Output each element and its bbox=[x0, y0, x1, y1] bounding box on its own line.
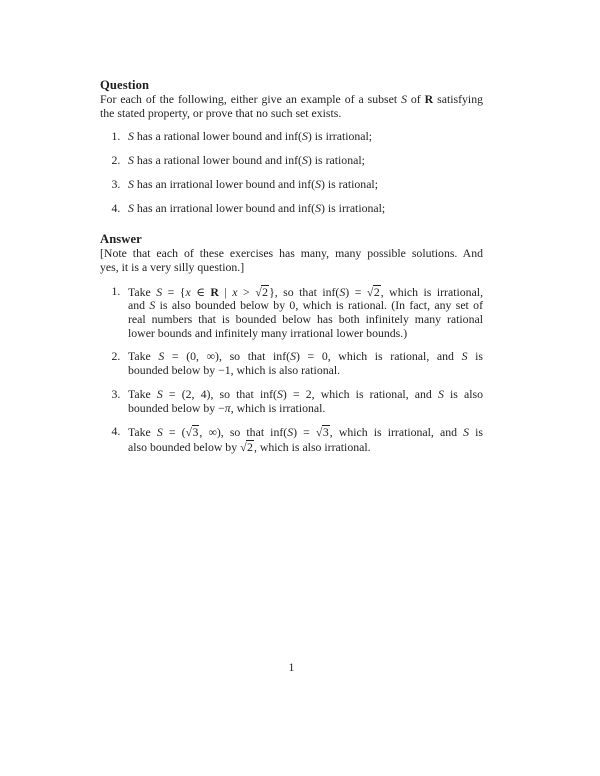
sqrt-expression bbox=[316, 425, 330, 439]
math-variable: S bbox=[128, 129, 134, 144]
list-item bbox=[111, 283, 484, 341]
math-variable: S bbox=[315, 176, 321, 191]
radicand: 2 bbox=[373, 284, 380, 299]
sqrt-expression bbox=[367, 285, 381, 299]
item-number-label: 1. bbox=[111, 129, 121, 144]
text-run: ) is irrational; bbox=[320, 200, 386, 215]
item-number-label: 3. bbox=[111, 176, 121, 191]
text-run: = (0, ∞), so that inf( bbox=[164, 349, 291, 364]
math-variable: S bbox=[158, 349, 165, 364]
text-run: has a rational lower bound and inf( bbox=[133, 153, 302, 168]
sqrt-expression bbox=[186, 425, 200, 439]
math-variable: S bbox=[301, 153, 308, 168]
text-run: ) = bbox=[293, 425, 316, 440]
text-run: is bbox=[467, 349, 483, 364]
list-item bbox=[111, 349, 483, 378]
text-run: ) = 0, which is rational, and bbox=[295, 349, 462, 364]
radical-sign-icon: √ bbox=[240, 439, 247, 454]
text-run: is also bounded below by 0, which is rational. (In fact, any set of bbox=[155, 298, 483, 313]
math-variable: S bbox=[128, 200, 134, 215]
document-content bbox=[100, 78, 483, 455]
item-number-label: 2. bbox=[111, 153, 121, 168]
math-variable: S bbox=[287, 425, 294, 440]
item-text bbox=[128, 350, 483, 377]
text-line bbox=[128, 313, 483, 327]
text-run: ∈ bbox=[190, 284, 211, 299]
text-run: Take bbox=[128, 386, 157, 401]
text-run: bounded below by −1, which is also rational. bbox=[128, 363, 341, 378]
math-variable: S bbox=[156, 425, 163, 440]
text-run: = { bbox=[162, 284, 186, 299]
text-line bbox=[100, 107, 483, 121]
text-line bbox=[128, 130, 483, 144]
math-variable: S bbox=[315, 200, 321, 215]
answer-list bbox=[100, 285, 483, 455]
text-line bbox=[128, 299, 483, 313]
math-variable: S bbox=[461, 349, 468, 364]
text-run: = ( bbox=[162, 425, 186, 440]
list-item bbox=[111, 200, 483, 216]
radical-sign-icon: √ bbox=[185, 425, 192, 440]
math-variable: S bbox=[339, 284, 346, 299]
text-run: Take bbox=[128, 349, 159, 364]
text-run: ) is rational; bbox=[307, 153, 365, 168]
text-run: [Note that each of these exercises has many, many possible solutions. And bbox=[100, 246, 483, 261]
text-run: has a rational lower bound and inf( bbox=[133, 129, 302, 144]
text-run: bounded below by − bbox=[128, 400, 225, 415]
text-line bbox=[128, 285, 483, 300]
math-bold-symbol: R bbox=[424, 92, 434, 106]
text-run: , ∞), so that inf( bbox=[199, 425, 288, 440]
text-line bbox=[128, 350, 483, 364]
text-run: satisfying bbox=[433, 92, 484, 106]
radicand: 2 bbox=[262, 284, 269, 299]
text-line bbox=[128, 364, 483, 378]
math-variable: x bbox=[232, 284, 238, 299]
text-line bbox=[100, 93, 483, 107]
text-line bbox=[128, 402, 483, 416]
text-run: }, so that inf( bbox=[269, 284, 340, 299]
text-run: the stated property, or prove that no such set exists. bbox=[100, 105, 342, 120]
math-variable: S bbox=[156, 386, 163, 401]
sqrt-expression bbox=[240, 440, 254, 454]
text-run: lower bounds and infinitely many irrational lower bounds.) bbox=[128, 325, 408, 340]
question-intro-paragraph bbox=[100, 93, 483, 120]
list-item bbox=[111, 176, 483, 192]
list-item bbox=[111, 424, 483, 454]
text-run: of bbox=[406, 92, 425, 106]
text-run: , which is irrational, and bbox=[329, 425, 464, 440]
math-variable: S bbox=[463, 425, 470, 440]
radical-sign-icon: √ bbox=[315, 425, 323, 440]
text-line bbox=[128, 388, 483, 402]
answer-note-paragraph bbox=[100, 247, 483, 274]
text-run: = (2, 4), so that inf( bbox=[162, 386, 277, 401]
item-text bbox=[128, 202, 483, 216]
text-line bbox=[128, 178, 483, 192]
math-variable: x bbox=[185, 284, 191, 299]
item-text bbox=[128, 178, 483, 192]
text-run: Take bbox=[128, 425, 157, 440]
text-line bbox=[100, 247, 483, 261]
text-run: For each of the following, either give an example of a subset bbox=[100, 92, 402, 106]
text-run: ) = 2, which is rational, and bbox=[282, 386, 438, 401]
math-variable: S bbox=[290, 349, 296, 364]
page-number: 1 bbox=[288, 660, 295, 674]
item-text bbox=[128, 388, 483, 415]
text-line bbox=[100, 261, 483, 275]
text-run: and bbox=[128, 298, 150, 313]
radicand: 2 bbox=[247, 439, 253, 454]
math-variable: S bbox=[437, 386, 444, 401]
text-run: , which is irrational, bbox=[380, 284, 484, 299]
math-variable: S bbox=[301, 129, 308, 144]
answer-heading: Answer bbox=[100, 232, 142, 247]
radicand: 3 bbox=[192, 425, 199, 440]
question-heading: Question bbox=[100, 78, 150, 92]
item-number-label: 2. bbox=[111, 349, 121, 364]
text-run: has an irrational lower bound and inf( bbox=[133, 200, 316, 215]
radicand: 3 bbox=[322, 425, 329, 440]
math-variable: S bbox=[277, 386, 283, 401]
radical-sign-icon: √ bbox=[255, 284, 262, 299]
item-number-label: 4. bbox=[111, 424, 121, 439]
question-list bbox=[100, 130, 483, 215]
text-run: , which is also irrational. bbox=[253, 439, 371, 454]
text-line bbox=[128, 425, 483, 440]
text-run: has an irrational lower bound and inf( bbox=[133, 176, 316, 191]
math-variable: π bbox=[224, 400, 231, 415]
text-run: yes, it is a very silly question.] bbox=[100, 259, 245, 274]
list-item bbox=[111, 386, 483, 415]
text-run: > bbox=[237, 284, 256, 299]
item-text bbox=[128, 285, 483, 341]
math-bold-symbol: R bbox=[210, 284, 219, 299]
sqrt-expression bbox=[255, 285, 269, 299]
text-run: also bounded below by bbox=[128, 439, 241, 454]
radical-sign-icon: √ bbox=[366, 284, 374, 299]
item-text bbox=[128, 425, 483, 454]
list-item bbox=[111, 129, 483, 144]
math-variable: S bbox=[128, 176, 134, 191]
text-run: | bbox=[218, 284, 233, 299]
text-run: is also bbox=[443, 386, 483, 401]
item-number-label: 1. bbox=[111, 283, 121, 298]
text-run: ) is rational; bbox=[320, 176, 378, 191]
item-text bbox=[128, 130, 483, 144]
math-variable: S bbox=[149, 298, 156, 313]
text-run: ) = bbox=[345, 284, 367, 299]
item-text bbox=[128, 154, 483, 168]
text-run: is bbox=[469, 425, 483, 440]
math-variable: S bbox=[156, 284, 163, 299]
text-run: real numbers that is bounded below has both infinitely many rational bbox=[128, 312, 483, 327]
text-line bbox=[128, 202, 483, 216]
math-variable: S bbox=[128, 153, 134, 168]
text-line bbox=[128, 154, 483, 168]
math-variable: S bbox=[401, 92, 407, 106]
item-number-label: 3. bbox=[111, 386, 121, 401]
item-number-label: 4. bbox=[111, 200, 121, 215]
text-run: Take bbox=[128, 284, 157, 299]
text-run: , which is irrational. bbox=[230, 400, 326, 415]
text-line bbox=[128, 440, 483, 455]
list-item bbox=[111, 153, 483, 168]
text-line bbox=[128, 327, 483, 341]
text-run: ) is irrational; bbox=[307, 129, 373, 144]
